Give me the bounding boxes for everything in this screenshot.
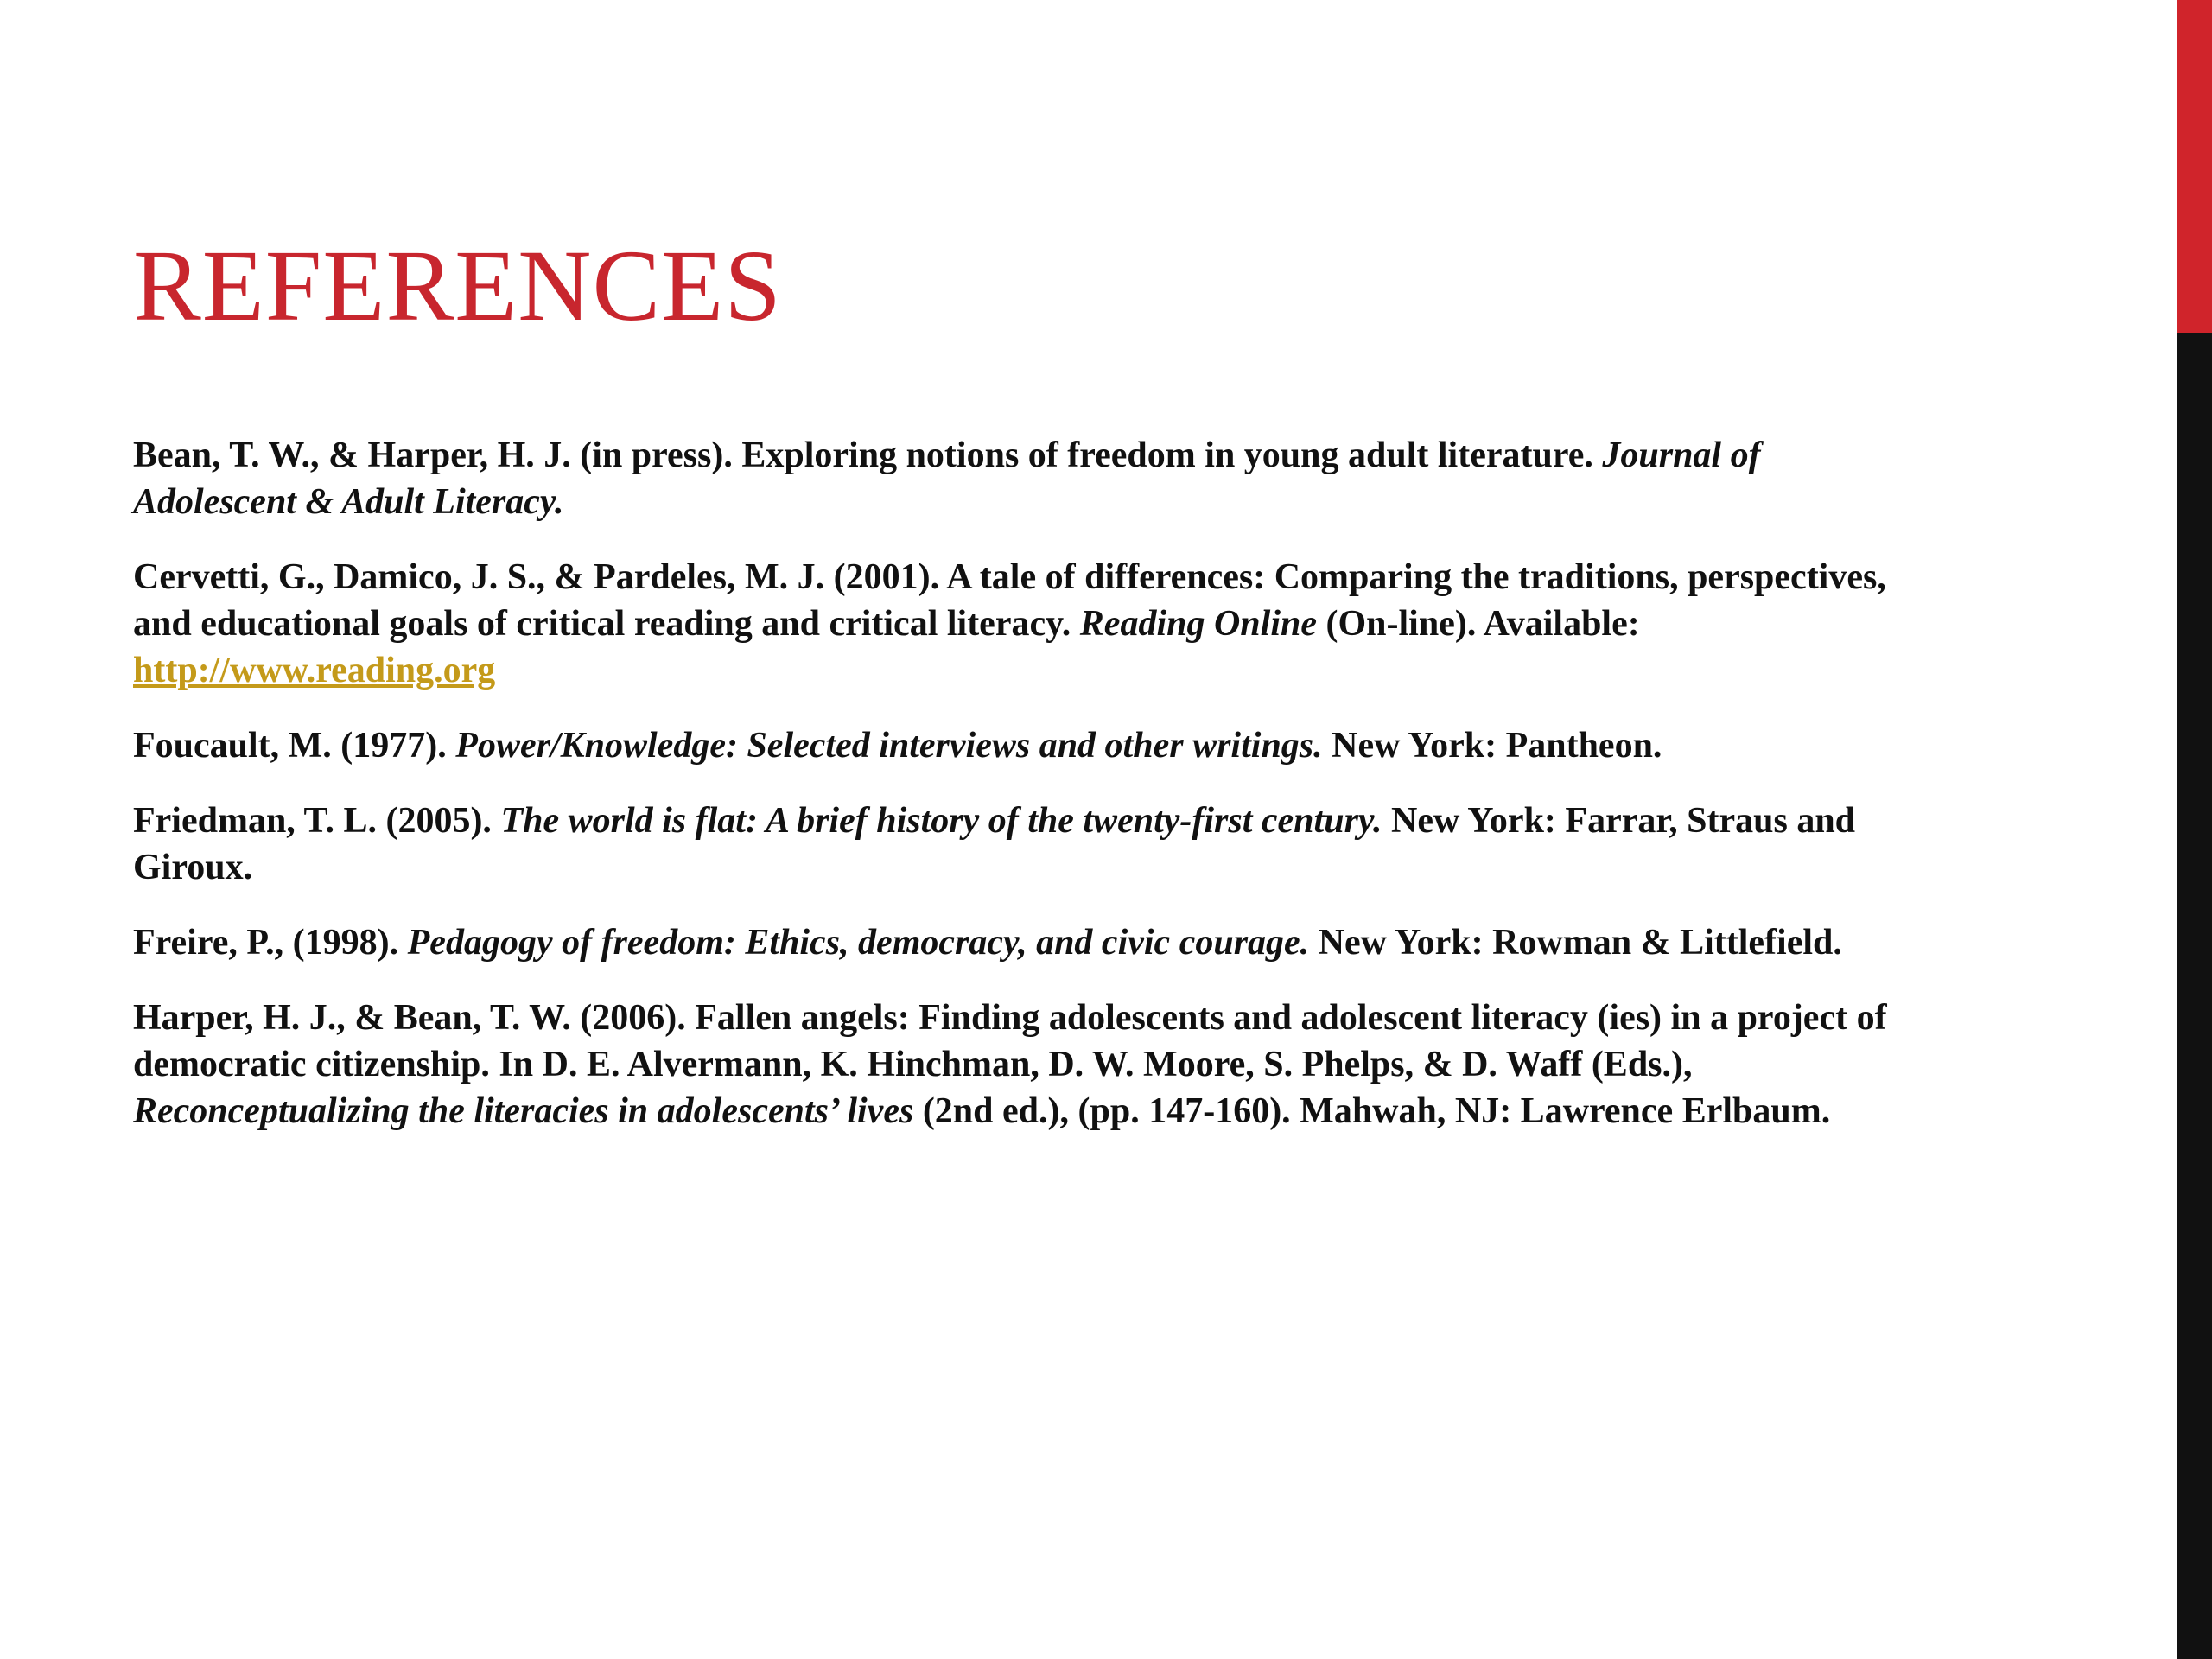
reference-text: New York: Farrar, Straus and Giroux.	[133, 801, 1856, 887]
reading-org-link[interactable]: http://www.reading.org	[133, 651, 496, 690]
reference-item-harper-bean	[133, 995, 1930, 1135]
reference-list	[133, 432, 1930, 1163]
reference-text: Cervetti, G., Damico, J. S., & Pardeles, M. J. (2001). A tale of differences: Comparing the traditions, perspectives, and educational goals of critical reading and critical literacy.	[133, 557, 1886, 644]
reference-text: New York: Rowman & Littlefield.	[1309, 923, 1842, 963]
accent-bar-red	[2177, 0, 2212, 333]
reference-item-cervetti	[133, 554, 1930, 694]
reference-text: Bean, T. W., & Harper, H. J. (in press). Exploring notions of freedom in young adult literature.	[133, 435, 1603, 475]
reference-title: The world is flat: A brief history of the twenty-first century.	[500, 801, 1382, 841]
reference-text: (On-line). Available:	[1317, 604, 1640, 644]
slide-title: REFERENCES	[133, 229, 782, 342]
reference-title: Reconceptualizing the literacies in adolescents’ lives	[133, 1091, 914, 1131]
reference-title: Power/Knowledge: Selected interviews and other writings.	[455, 726, 1323, 766]
reference-text: Harper, H. J., & Bean, T. W. (2006). Fallen angels: Finding adolescents and adolescent literacy (ies) in a project of democratic citizenship. In D. E. Alvermann, K. Hinchman, D. W. Moore, S. Phelps, & D. Waff (Eds.),	[133, 998, 1887, 1084]
reference-text: Foucault, M. (1977).	[133, 726, 456, 766]
reference-text: (2nd ed.), (pp. 147-160). Mahwah, NJ: Lawrence Erlbaum.	[913, 1091, 1831, 1131]
reference-title: Reading Online	[1079, 604, 1318, 644]
reference-text: Freire, P., (1998).	[133, 923, 408, 963]
reference-title: Journal of Adolescent & Adult Literacy.	[133, 435, 1761, 522]
reference-item-bean-harper	[133, 432, 1930, 525]
reference-title: Pedagogy of freedom: Ethics, democracy, and civic courage.	[407, 923, 1310, 963]
reference-text: New York: Pantheon.	[1322, 726, 1662, 766]
reference-text: Friedman, T. L. (2005).	[133, 801, 501, 841]
reference-item-friedman	[133, 798, 1930, 891]
reference-item-foucault	[133, 722, 1930, 769]
reference-item-freire	[133, 919, 1930, 966]
accent-bar-black	[2177, 333, 2212, 1659]
